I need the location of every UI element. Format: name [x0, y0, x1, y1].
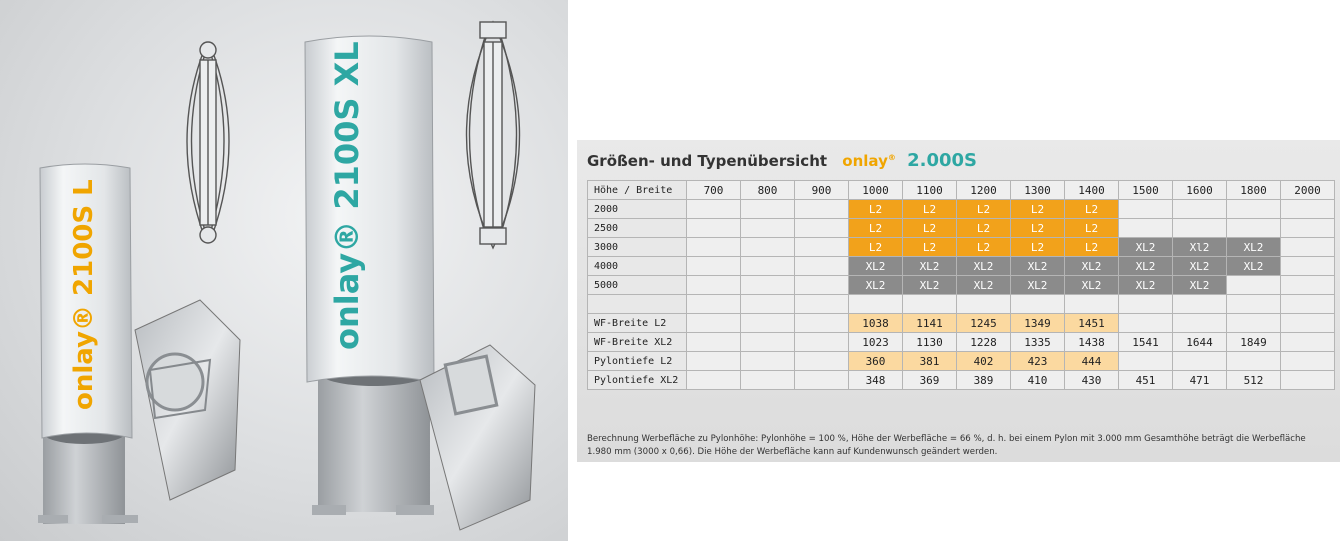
table-cell — [687, 314, 741, 333]
table-cell — [1281, 219, 1335, 238]
table-cell: XL2 — [1011, 257, 1065, 276]
table-cell: XL2 — [957, 276, 1011, 295]
table-cell: L2 — [903, 238, 957, 257]
table-cell — [849, 295, 903, 314]
table-cell: L2 — [903, 200, 957, 219]
table-row — [588, 295, 1335, 314]
table-cell — [1173, 200, 1227, 219]
row-label — [588, 295, 687, 314]
table-cell — [1119, 200, 1173, 219]
table-cell — [741, 352, 795, 371]
table-cell: 389 — [957, 371, 1011, 390]
table-cell — [795, 219, 849, 238]
table-cell — [741, 238, 795, 257]
product-illustration — [0, 0, 568, 541]
table-cell: 1438 — [1065, 333, 1119, 352]
table-cell: 348 — [849, 371, 903, 390]
table-cell: 402 — [957, 352, 1011, 371]
table-cell — [741, 257, 795, 276]
table-cell: 1541 — [1119, 333, 1173, 352]
table-cell — [687, 257, 741, 276]
table-cell — [1227, 352, 1281, 371]
table-cell: 512 — [1227, 371, 1281, 390]
table-cell: XL2 — [1227, 257, 1281, 276]
table-cell: 1141 — [903, 314, 957, 333]
sign-left-label: onlay® 2100S L — [69, 179, 99, 410]
table-cell — [741, 333, 795, 352]
table-cell — [1227, 295, 1281, 314]
table-cell: 1644 — [1173, 333, 1227, 352]
table-cell: 423 — [1011, 352, 1065, 371]
header-row — [588, 181, 1335, 200]
table-cell: XL2 — [1119, 238, 1173, 257]
table-row — [588, 371, 1335, 390]
table-cell: XL2 — [1065, 257, 1119, 276]
table-cell: XL2 — [1065, 276, 1119, 295]
table-cell — [687, 238, 741, 257]
table-cell — [795, 295, 849, 314]
size-type-table — [587, 180, 1335, 390]
table-cell — [741, 276, 795, 295]
pylon-xl — [305, 36, 434, 515]
corner-cell: Höhe / Breite — [588, 181, 687, 200]
table-row — [588, 276, 1335, 295]
table-cell — [1065, 295, 1119, 314]
table-cell: 360 — [849, 352, 903, 371]
table-cell: XL2 — [1119, 257, 1173, 276]
table-cell — [1281, 371, 1335, 390]
table-cell — [795, 352, 849, 371]
table-cell: XL2 — [903, 276, 957, 295]
table-cell — [1281, 257, 1335, 276]
table-cell: 369 — [903, 371, 957, 390]
table-cell: L2 — [957, 238, 1011, 257]
table-cell — [741, 219, 795, 238]
model-name: 2.000S — [907, 150, 977, 171]
table-cell: Xl2 — [1173, 238, 1227, 257]
row-label: WF-Breite L2 — [588, 314, 687, 333]
table-cell: 381 — [903, 352, 957, 371]
table-cell — [903, 295, 957, 314]
width-header-1100: 1100 — [903, 181, 957, 200]
table-cell: XL2 — [903, 257, 957, 276]
table-cell — [687, 276, 741, 295]
width-header-800: 800 — [741, 181, 795, 200]
product-image — [0, 0, 568, 541]
table-cell — [1119, 352, 1173, 371]
width-header-1800: 1800 — [1227, 181, 1281, 200]
table-cell: L2 — [1011, 238, 1065, 257]
cross-section-l — [187, 42, 229, 243]
sign-right-label: onlay® 2100S XL — [328, 41, 366, 350]
width-header-1000: 1000 — [849, 181, 903, 200]
cross-section-xl — [467, 22, 520, 248]
table-cell — [1173, 295, 1227, 314]
profile-cut-xl — [420, 345, 535, 530]
width-header-2000: 2000 — [1281, 181, 1335, 200]
table-cell — [1281, 352, 1335, 371]
table-cell: XL2 — [1227, 238, 1281, 257]
table-row — [588, 333, 1335, 352]
table-cell: 1038 — [849, 314, 903, 333]
table-cell: 1451 — [1065, 314, 1119, 333]
table-cell: XL2 — [1173, 257, 1227, 276]
table-cell: L2 — [849, 200, 903, 219]
table-row — [588, 238, 1335, 257]
table-cell — [1173, 352, 1227, 371]
pylon-l — [38, 164, 138, 524]
table-cell — [795, 314, 849, 333]
table-cell — [795, 238, 849, 257]
width-header-700: 700 — [687, 181, 741, 200]
row-label: 3000 — [588, 238, 687, 257]
table-cell: L2 — [1011, 219, 1065, 238]
table-row — [588, 219, 1335, 238]
row-label: 4000 — [588, 257, 687, 276]
table-cell — [687, 219, 741, 238]
width-header-1200: 1200 — [957, 181, 1011, 200]
table-cell — [1227, 219, 1281, 238]
table-cell: 1349 — [1011, 314, 1065, 333]
width-header-900: 900 — [795, 181, 849, 200]
table-cell — [687, 200, 741, 219]
table-cell: 444 — [1065, 352, 1119, 371]
table-cell — [795, 276, 849, 295]
table-cell — [1227, 200, 1281, 219]
table-cell: L2 — [849, 238, 903, 257]
type-overview-panel — [577, 140, 1340, 462]
width-header-1400: 1400 — [1065, 181, 1119, 200]
table-cell: L2 — [957, 200, 1011, 219]
table-cell — [1119, 219, 1173, 238]
table-cell: L2 — [1011, 200, 1065, 219]
table-cell — [1011, 295, 1065, 314]
table-cell: L2 — [1065, 200, 1119, 219]
table-cell — [1281, 314, 1335, 333]
table-cell — [1281, 276, 1335, 295]
width-header-1500: 1500 — [1119, 181, 1173, 200]
table-cell: XL2 — [1011, 276, 1065, 295]
table-cell: XL2 — [957, 257, 1011, 276]
table-cell: 1245 — [957, 314, 1011, 333]
row-label: WF-Breite XL2 — [588, 333, 687, 352]
table-title: Größen- und Typenübersicht onlay® 2.000S — [587, 150, 977, 171]
table-cell — [1281, 238, 1335, 257]
table-cell: 410 — [1011, 371, 1065, 390]
table-cell — [687, 333, 741, 352]
table-cell: L2 — [1065, 238, 1119, 257]
table-cell — [1281, 295, 1335, 314]
table-cell: XL2 — [1173, 276, 1227, 295]
table-cell — [1281, 200, 1335, 219]
profile-cut-l — [135, 300, 240, 500]
table-cell — [795, 257, 849, 276]
table-cell — [1119, 295, 1173, 314]
table-cell — [795, 200, 849, 219]
table-cell: XL2 — [849, 257, 903, 276]
table-cell: L2 — [903, 219, 957, 238]
width-header-1600: 1600 — [1173, 181, 1227, 200]
table-cell: 1335 — [1011, 333, 1065, 352]
table-cell: 1228 — [957, 333, 1011, 352]
table-cell: L2 — [957, 219, 1011, 238]
table-cell: 1849 — [1227, 333, 1281, 352]
table-row — [588, 352, 1335, 371]
table-cell: 430 — [1065, 371, 1119, 390]
table-cell — [1119, 314, 1173, 333]
table-cell — [795, 333, 849, 352]
row-label: Pylontiefe XL2 — [588, 371, 687, 390]
table-cell: L2 — [1065, 219, 1119, 238]
table-row — [588, 200, 1335, 219]
table-cell: XL2 — [1119, 276, 1173, 295]
row-label: 5000 — [588, 276, 687, 295]
row-label: 2000 — [588, 200, 687, 219]
table-cell: XL2 — [849, 276, 903, 295]
width-header-1300: 1300 — [1011, 181, 1065, 200]
table-row — [588, 257, 1335, 276]
calculation-note: Berechnung Werbefläche zu Pylonhöhe: Pylonhöhe = 100 %, Höhe der Werbefläche = 66 %, d. h. bei einem Pylon mit 3.000 mm Gesamthöhe beträgt die Werbefläche 1.980 mm (3000 x 0,66). Die Höhe der Werbefläche kann auf Kundenwunsch geändert werden. — [587, 434, 1306, 457]
row-label: Pylontiefe L2 — [588, 352, 687, 371]
table-cell — [1227, 276, 1281, 295]
table-cell — [741, 314, 795, 333]
title-text: Größen- und Typenübersicht — [587, 152, 828, 170]
brand-logo: onlay — [842, 152, 888, 170]
table-cell — [687, 371, 741, 390]
table-cell: 1130 — [903, 333, 957, 352]
table-cell: 1023 — [849, 333, 903, 352]
table-cell — [1281, 333, 1335, 352]
table-cell: 471 — [1173, 371, 1227, 390]
table-cell — [741, 295, 795, 314]
table-cell: 451 — [1119, 371, 1173, 390]
table-cell — [1173, 219, 1227, 238]
table-cell — [741, 371, 795, 390]
row-label: 2500 — [588, 219, 687, 238]
table-cell — [1173, 314, 1227, 333]
table-cell — [795, 371, 849, 390]
table-row — [588, 314, 1335, 333]
table-cell — [1227, 314, 1281, 333]
table-cell: L2 — [849, 219, 903, 238]
table-cell — [687, 295, 741, 314]
table-cell — [741, 200, 795, 219]
table-cell — [687, 352, 741, 371]
table-cell — [957, 295, 1011, 314]
